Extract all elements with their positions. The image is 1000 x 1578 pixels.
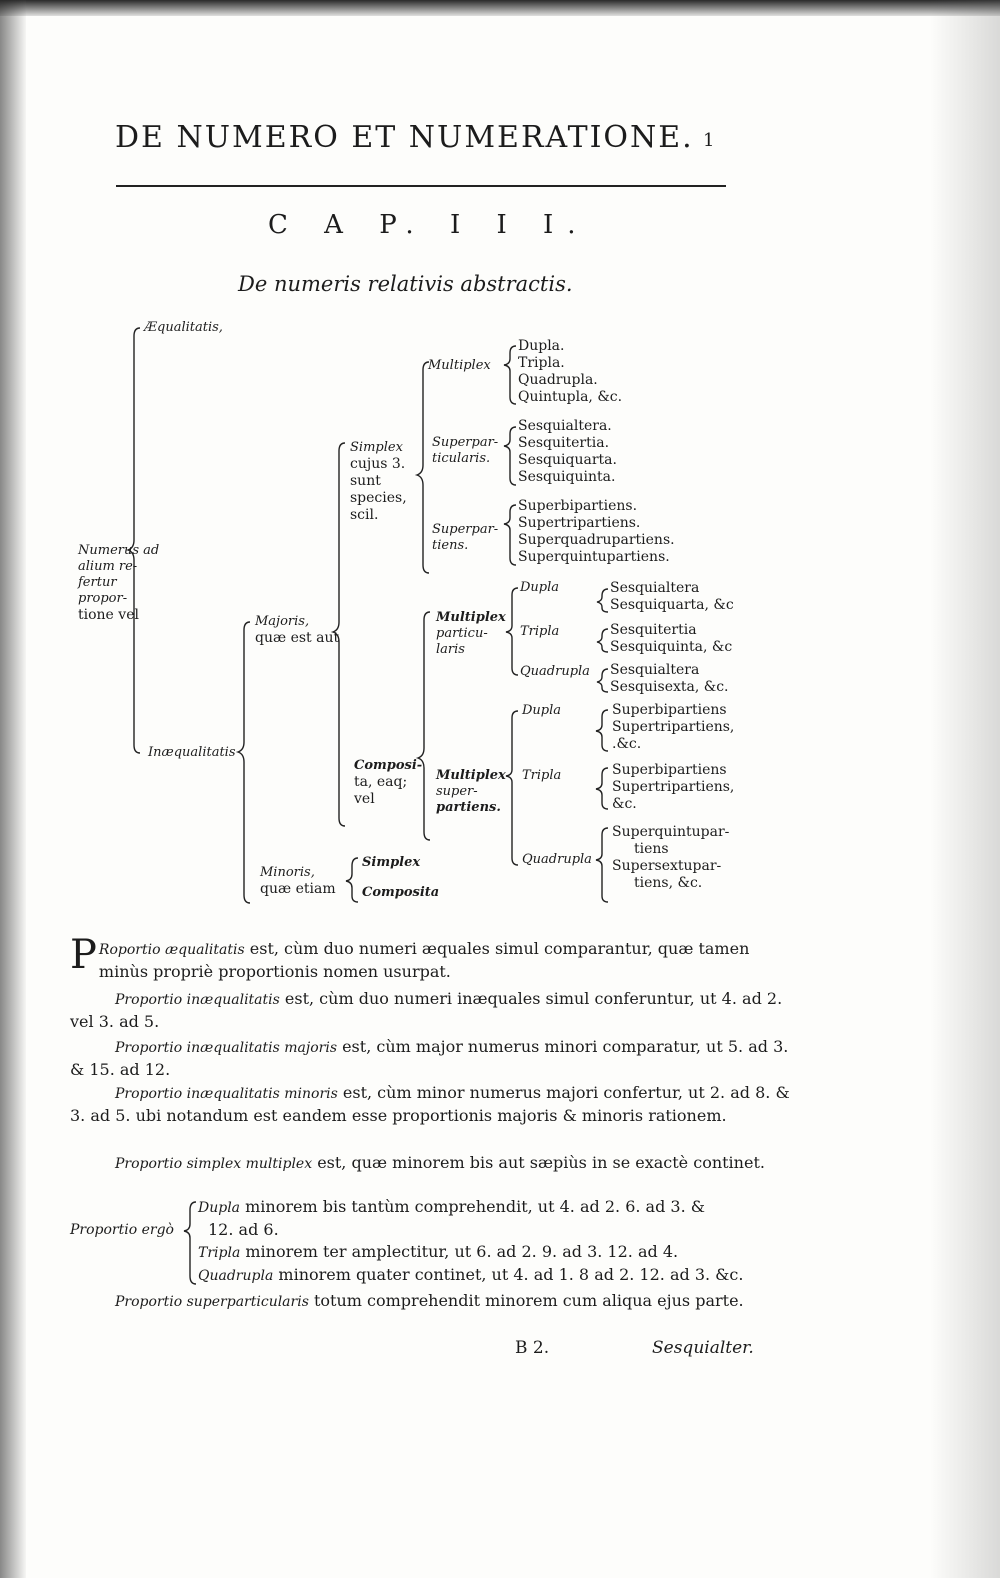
- drop-cap: P: [70, 932, 97, 978]
- minoris-composita: Composita: [362, 885, 440, 900]
- running-header: DE NUMERO ET NUMERATIONE.: [115, 120, 694, 155]
- node-superpartiens: Superpar- tiens.: [432, 522, 499, 553]
- paragraph-simplex-multiplex: Proportio simplex multiplex est, quæ minorem bis aut sæpiùs in se exactè continet.: [115, 1153, 765, 1172]
- ms-tripla: Tripla: [522, 768, 562, 783]
- node-superparticularis: Superpar- ticularis.: [432, 435, 499, 466]
- ms-dupla: Dupla: [522, 703, 562, 718]
- mp-tripla: Tripla: [520, 624, 560, 639]
- ms-dupla-leaves: Superbipartiens Supertripartiens, .&c.: [612, 702, 735, 752]
- ergo-label: Proportio ergò: [70, 1222, 174, 1238]
- mp-quadrupla: Quadrupla: [520, 664, 590, 679]
- ms-quadrupla: Quadrupla: [522, 852, 592, 867]
- tree-root: Numerus ad alium re- fertur propor- tione vel: [78, 543, 160, 623]
- node-simplex: Simplex cujus 3. sunt species, scil.: [350, 440, 407, 523]
- superpartiens-leaves: Superbipartiens. Supertripartiens. Superquadrupartiens. Superquintupartiens.: [518, 498, 675, 565]
- node-multiplex-superpartiens: Multiplex super- partiens.: [436, 768, 506, 815]
- node-multiplex-particularis: Multiplex particu- laris: [436, 610, 506, 657]
- paragraph-majoris: Proportio inæqualitatis majoris est, cùm major numerus minori comparatur, ut 5. ad 3. & 15. ad 12.: [70, 1037, 789, 1079]
- node-composita: Composi- ta, eaq; vel: [354, 758, 423, 807]
- ergo-tripla: Tripla minorem ter amplectitur, ut 6. ad 2. 9. ad 3. 12. ad 4.: [198, 1242, 679, 1261]
- paragraph-inaequalitatis: Proportio inæqualitatis est, cùm duo numeri inæquales simul conferuntur, ut 4. ad 2. vel 3. ad 5.: [70, 989, 783, 1031]
- node-minoris: Minoris, quæ etiam: [260, 865, 336, 897]
- node-majoris: Majoris, quæ est aut: [255, 614, 340, 646]
- ergo-list: Dupla minorem bis tantùm comprehendit, ut 4. ad 2. 6. ad 3. & 12. ad 6. Tripla minorem ter amplectitur, ut 6. ad 2. 9. ad 3. 12. ad 4. Quadrupla minorem quater continet, ut 4. ad 1. 8 ad 2. 12. ad 3. &c.: [198, 1196, 743, 1287]
- node-multiplex: Multiplex: [428, 358, 491, 373]
- minoris-simplex: Simplex: [362, 855, 421, 870]
- node-aequalitatis: Æqualitatis,: [144, 320, 223, 335]
- mp-tripla-leaves: Sesquitertia Sesquiquinta, &c: [610, 622, 733, 655]
- superparticularis-leaves: Sesquialtera. Sesquitertia. Sesquiquarta. Sesquiquinta.: [518, 418, 617, 485]
- multiplex-leaves: Dupla. Tripla. Quadrupla. Quintupla, &c.: [518, 338, 623, 405]
- ms-quadrupla-leaves: Superquintupar- tiens Supersextupar- tiens, &c.: [612, 824, 730, 891]
- chapter-heading: C A P. I I I.: [268, 210, 590, 240]
- node-inaequalitatis: Inæqualitatis: [148, 745, 236, 760]
- catchword: Sesquialter.: [652, 1338, 754, 1358]
- signature-mark: B 2.: [515, 1338, 550, 1358]
- mp-dupla: Dupla: [520, 580, 560, 595]
- ms-tripla-leaves: Superbipartiens Supertripartiens, &c.: [612, 762, 735, 812]
- ergo-dupla: Dupla minorem bis tantùm comprehendit, ut 4. ad 2. 6. ad 3. &: [198, 1197, 706, 1216]
- mp-dupla-leaves: Sesquialtera Sesquiquarta, &c: [610, 580, 734, 613]
- paragraph-superparticularis: Proportio superparticularis totum comprehendit minorem cum aliqua ejus parte.: [115, 1291, 744, 1310]
- mp-quadrupla-leaves: Sesquialtera Sesquisexta, &c.: [610, 662, 729, 695]
- ergo-quadrupla: Quadrupla minorem quater continet, ut 4. ad 1. 8 ad 2. 12. ad 3. &c.: [198, 1265, 744, 1284]
- paragraph-aequalitatis: P Roportio æqualitatis est, cùm duo numeri æquales simul comparantur, quæ tamen minùs propriè proportionis nomen usurpat.: [70, 932, 750, 981]
- chapter-subtitle: De numeris relativis abstractis.: [238, 272, 573, 296]
- paragraph-minoris: Proportio inæqualitatis minoris est, cùm minor numerus majori confertur, ut 2. ad 8. & 3. ad 5. ubi notandum est eandem esse proportionis majoris & minoris rationem.: [70, 1083, 790, 1125]
- page-number: 1: [703, 130, 715, 151]
